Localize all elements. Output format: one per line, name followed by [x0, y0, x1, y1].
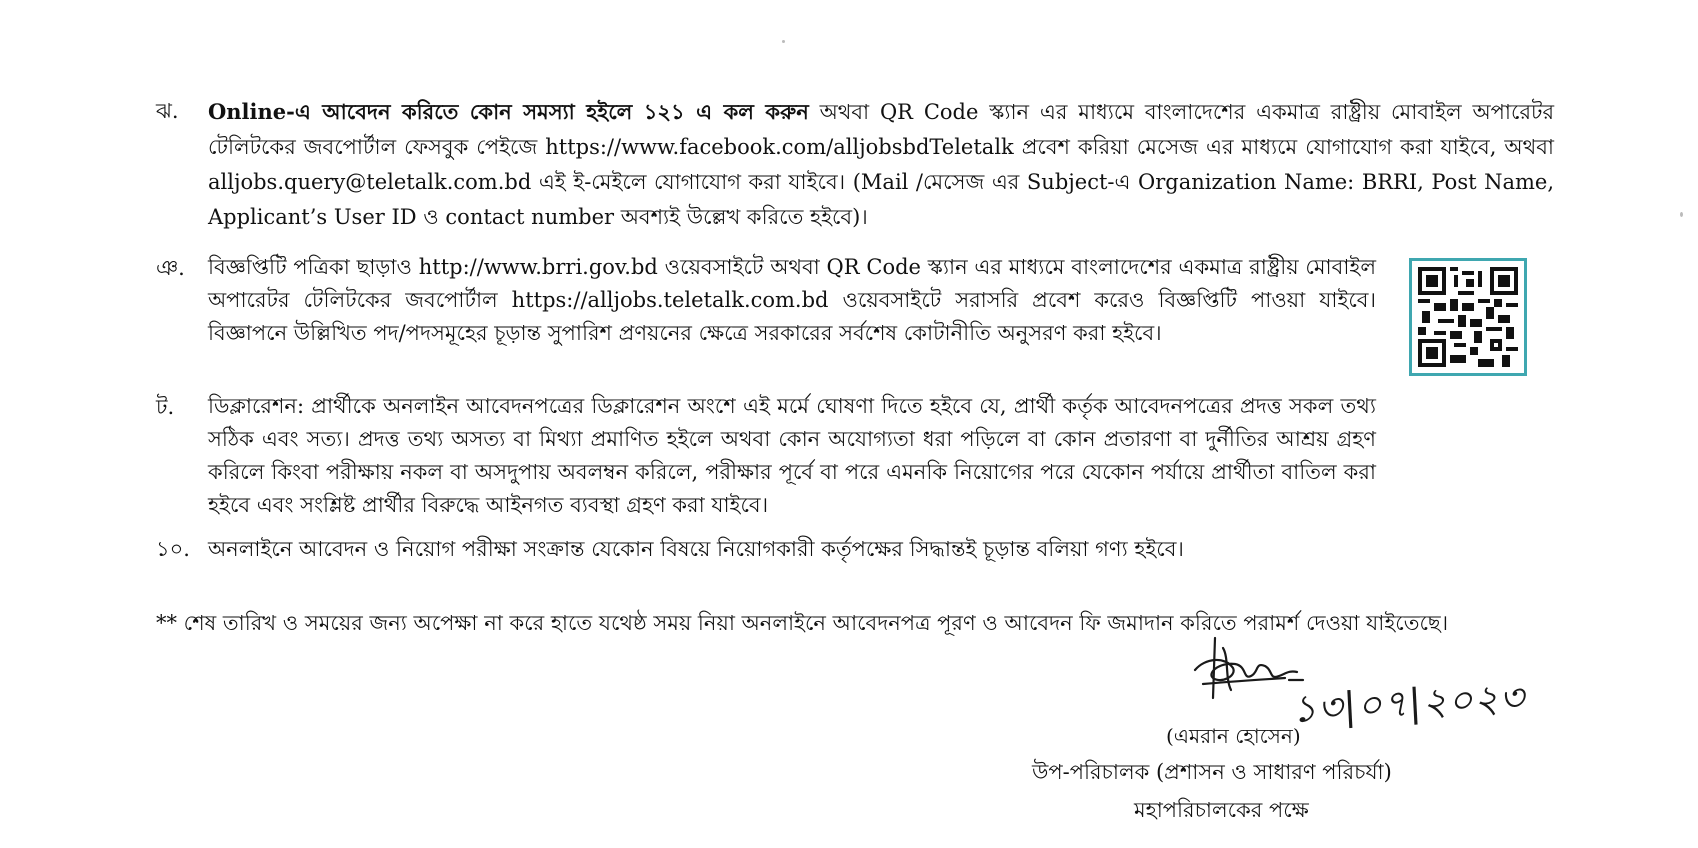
- item-marker: ঞ.: [156, 256, 185, 280]
- item-marker: ঝ.: [156, 99, 179, 123]
- signature-icon: [1185, 628, 1305, 708]
- scan-speck: [782, 40, 785, 43]
- scan-speck: [1680, 212, 1683, 217]
- item-bold-text: Online-এ আবেদন করিতে কোন সমস্যা হইলে ১২১ এ কল করুন: [208, 99, 809, 124]
- item-text: [208, 94, 1554, 235]
- item-text: বিজ্ঞপ্তিটি পত্রিকা ছাড়াও http://www.brri.gov.bd ওয়েবসাইটে অথবা QR Code স্ক্যান এর মাধ্যমে বাংলাদেশের একমাত্র রাষ্ট্রীয় মোবাইল অপারেটর টেলিটকের জবপোর্টাল https://alljobs.teletalk.com.bd ওয়েবসাইটে সরাসরি প্রবেশ করেও বিজ্ঞপ্তিটি পাওয়া যাইবে। বিজ্ঞাপনে উল্লিখিত পদ/পদসমূহের চূড়ান্ত সুপারিশ প্রণয়নের ক্ষেত্রে সরকারের সর্বশেষ কোটানীতি অনুসরণ করা হইবে।: [208, 255, 1376, 345]
- qr-code-icon: [1409, 258, 1527, 376]
- signatory-office: মহাপরিচালকের পক্ষে: [1134, 798, 1309, 822]
- footnote: ** শেষ তারিখ ও সময়ের জন্য অপেক্ষা না করে হাতে যথেষ্ঠ সময় নিয়া অনলাইনে আবেদনপত্র পূরণ ও আবেদন ফি জমাদান করিতে পরামর্শ দেওয়া যাইতেছে।: [156, 611, 1449, 635]
- item-text: অনলাইনে আবেদন ও নিয়োগ পরীক্ষা সংক্রান্ত যেকোন বিষয়ে নিয়োগকারী কর্তৃপক্ষের সিদ্ধান্তই চূড়ান্ত বলিয়া গণ্য হইবে।: [208, 537, 1184, 561]
- signatory-designation: উপ-পরিচালক (প্রশাসন ও সাধারণ পরিচর্যা): [1032, 760, 1392, 784]
- item-marker: ট.: [156, 395, 175, 419]
- item-marker: ১০.: [156, 537, 190, 561]
- item-text: ডিক্লারেশন: প্রার্থীকে অনলাইন আবেদনপত্রের ডিক্লারেশন অংশে এই মর্মে ঘোষণা দিতে হইবে যে, প্রার্থী কর্তৃক আবেদনপত্রের প্রদত্ত সকল তথ্য সঠিক এবং সত্য। প্রদত্ত তথ্য অসত্য বা মিথ্যা প্রমাণিত হইলে অথবা কোন অযোগ্যতা ধরা পড়িলে বা কোন প্রতারণা বা দুর্নীতির আশ্রয় গ্রহণ করিলে কিংবা পরীক্ষায় নকল বা অসদুপায় অবলম্বন করিলে, পরীক্ষার পূর্বে বা পরে এমনকি নিয়োগের পরে যেকোন পর্যায়ে প্রার্থীতা বাতিল করা হইবে এবং সংশ্লিষ্ট প্রার্থীর বিরুদ্ধে আইনগত ব্যবস্থা গ্রহণ করা যাইবে।: [208, 394, 1376, 517]
- item-body-text: অথবা QR Code স্ক্যান এর মাধ্যমে বাংলাদেশের একমাত্র রাষ্ট্রীয় মোবাইল অপারেটর টেলিটকের জবপোর্টাল ফেসবুক পেইজে https://www.facebook.com/alljobsbdTeletalk প্রবেশ করিয়া মেসেজ এর মাধ্যমে যোগাযোগ করা যাইবে, অথবা alljobs.query@teletalk.com.bd এই ই-মেইলে যোগাযোগ করা যাইবে। (Mail /মেসেজ এর Subject-এ Organization Name: BRRI, Post Name, Applicant’s User ID ও contact number অবশ্যই উল্লেখ করিতে হইবে)।: [208, 100, 1554, 229]
- signatory-name: (এমরান হোসেন): [1166, 724, 1301, 748]
- signature-date: ১৩|০৭|২০২৩: [1290, 674, 1527, 732]
